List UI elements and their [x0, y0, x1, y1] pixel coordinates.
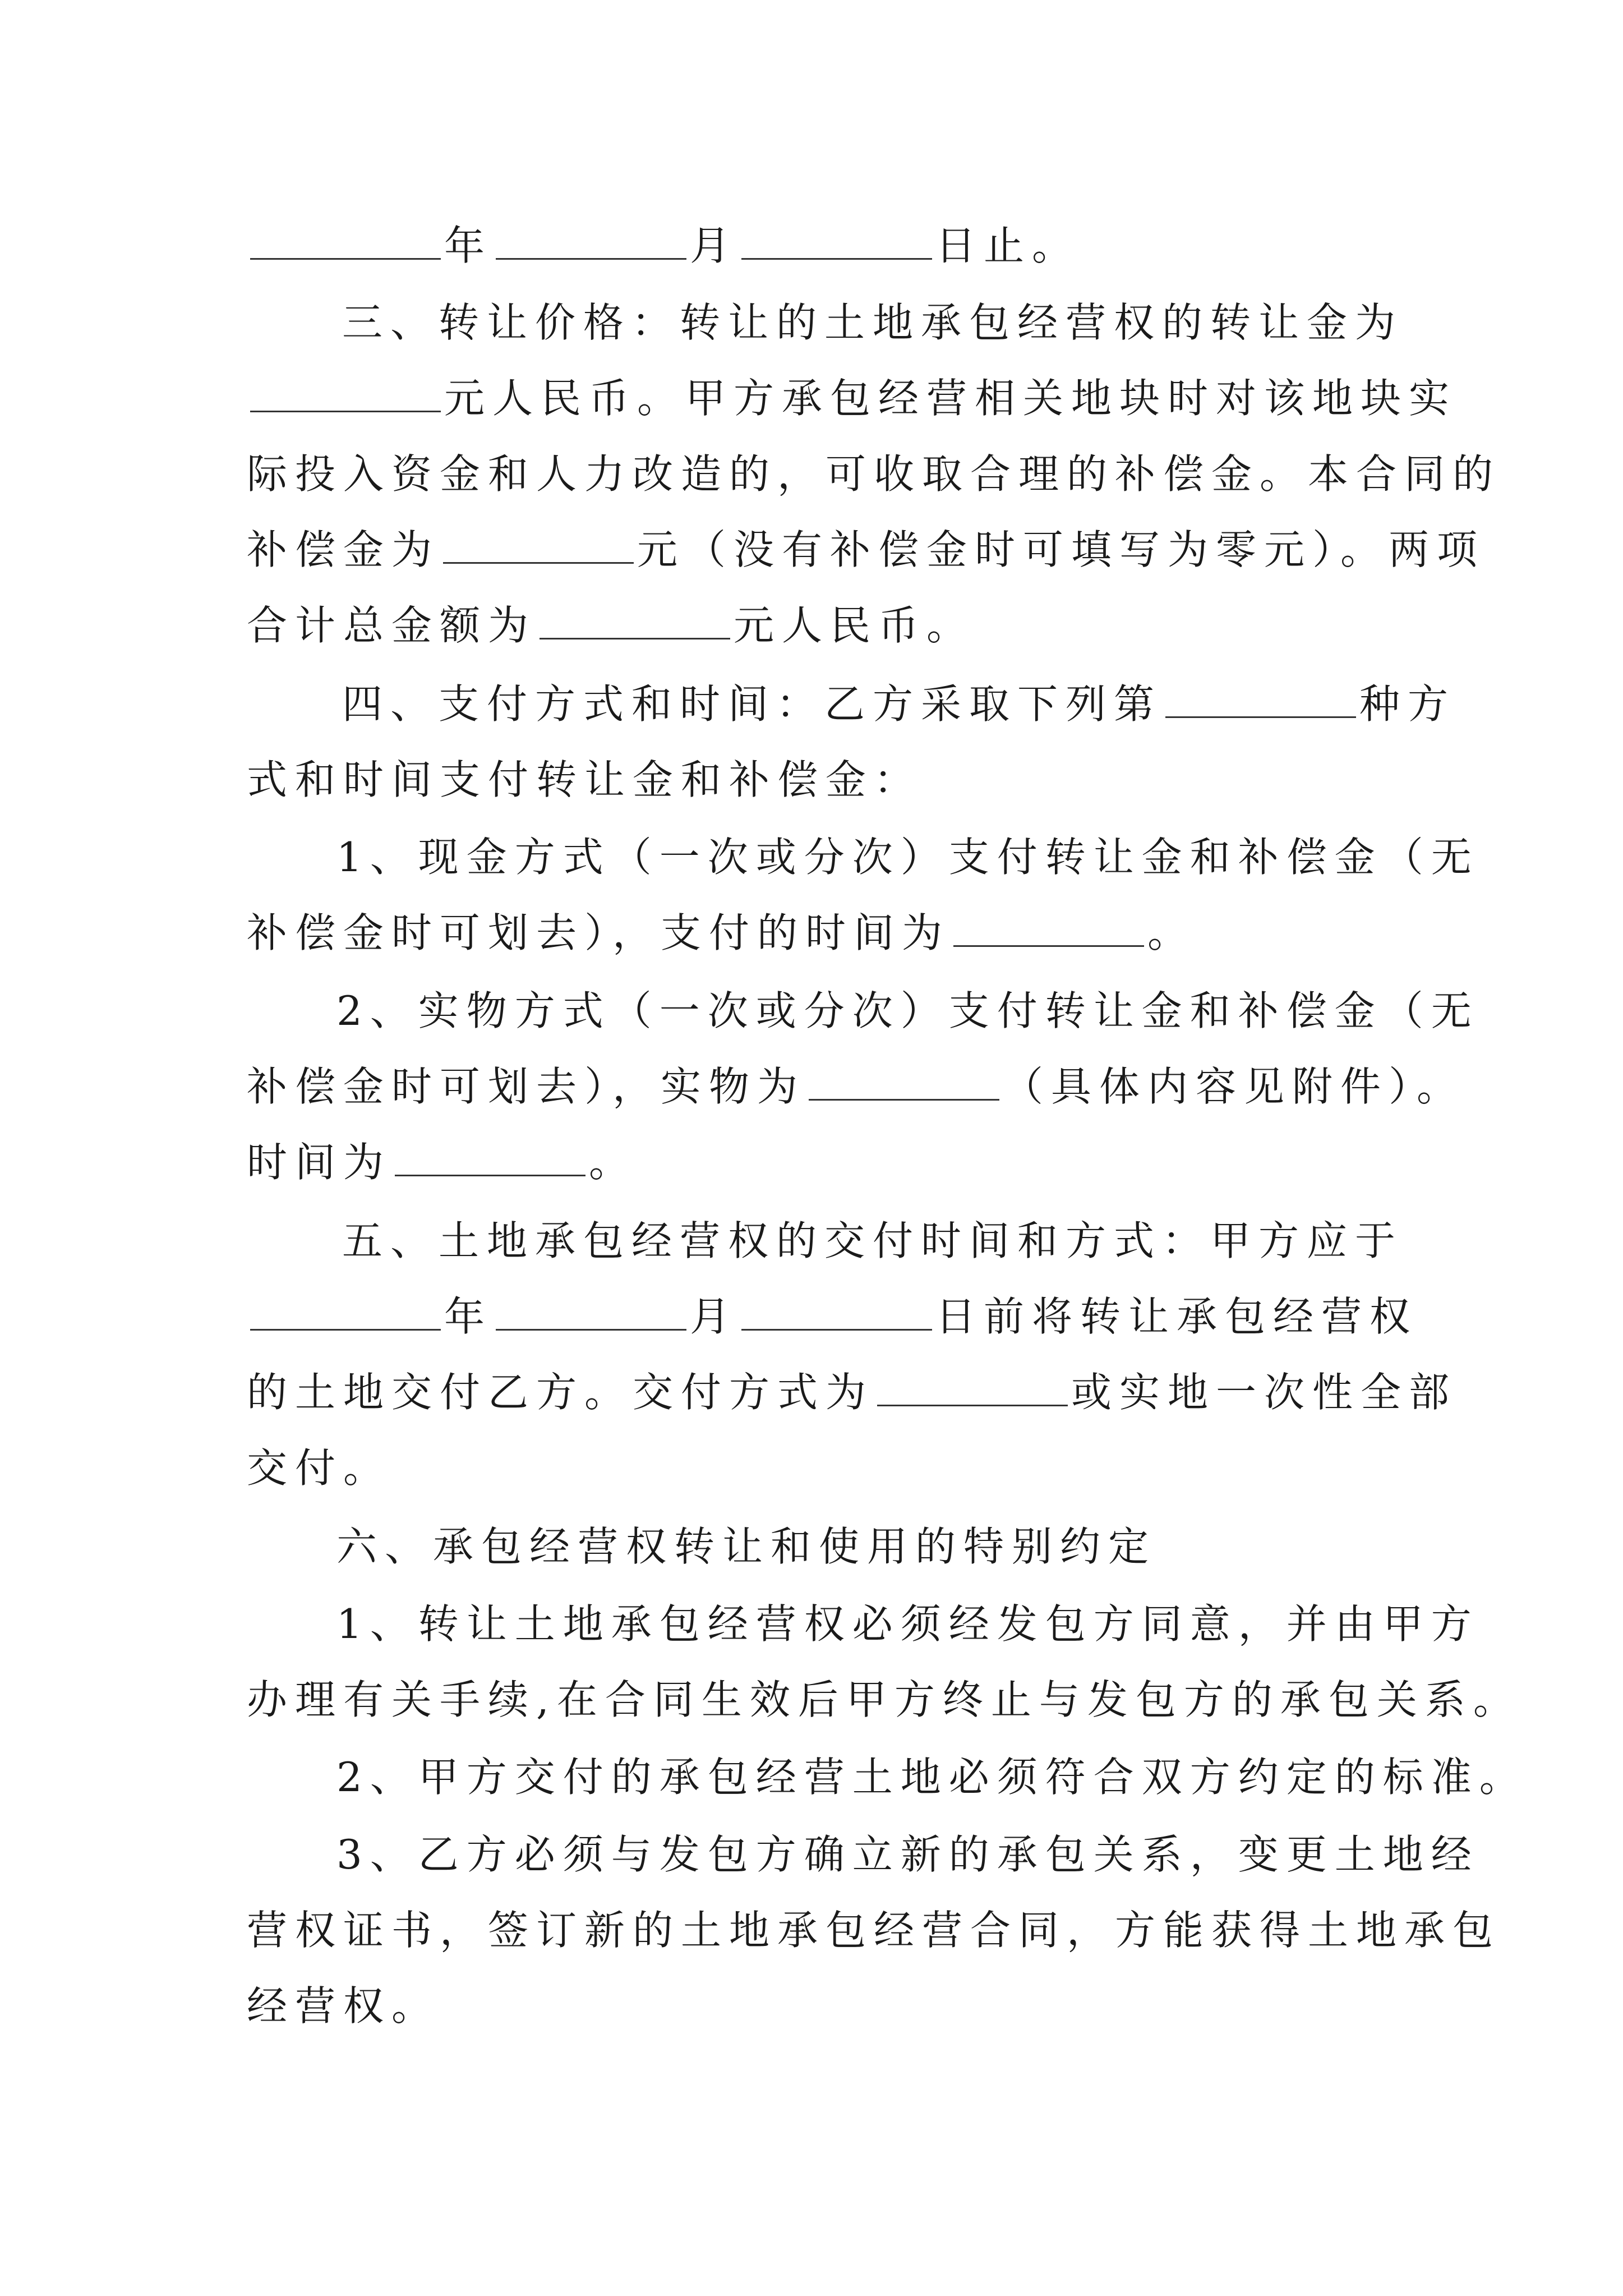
- sec3-line4: 补偿金为 元（没有补偿金时可填写为零元）。两项: [247, 522, 1485, 578]
- sec6-item1-line2: 办理有关手续,在合同生效后甲方终止与发包方的承包关系。: [247, 1676, 1521, 1723]
- blank-delivery-day: [741, 1290, 932, 1331]
- sec5-line4: 交付。: [247, 1444, 392, 1492]
- text-year: 年: [444, 222, 493, 269]
- sec6-title: 六、承包经营权转让和使用的特别约定: [336, 1523, 1157, 1570]
- sec3-line3: 际投入资金和人力改造的，可收取合理的补偿金。本合同的: [247, 450, 1501, 498]
- blank-goods-time: [395, 1135, 585, 1176]
- date-end-line: [247, 218, 1080, 274]
- sec5-line2: 年 月 日前将转让承包经营权: [247, 1289, 1418, 1345]
- sec4-item1-line1: 1、现金方式（一次或分次）支付转让金和补偿金（无: [336, 834, 1479, 881]
- blank-delivery-month: [496, 1290, 686, 1331]
- blank-delivery-year: [250, 1290, 441, 1331]
- blank-month: [496, 219, 686, 260]
- sec6-item3-line1: 3、乙方必须与发包方确立新的承包关系，变更土地经: [336, 1831, 1479, 1878]
- sec3-line2: 元人民币。甲方承包经营相关地块时对该地块实: [247, 370, 1457, 426]
- sec3-line1: 三、转让价格：转让的土地承包经营权的转让金为: [342, 299, 1404, 346]
- sec4-item2-line3: 时间为 。: [247, 1134, 637, 1190]
- sec3-line5: 合计总金额为 元人民币。: [247, 597, 975, 654]
- sec6-item1-line1: 1、转让土地承包经营权必须经发包方同意，并由甲方: [336, 1600, 1479, 1648]
- blank-delivery-method: [877, 1365, 1068, 1406]
- text-day-end: 日止。: [935, 222, 1081, 269]
- sec4-item1-line2: 补偿金时可划去），支付的时间为 。: [247, 905, 1196, 961]
- sec4-line1: 四、支付方式和时间：乙方采取下列第 种方: [342, 676, 1456, 732]
- blank-year: [250, 219, 441, 260]
- blank-payment-method: [1165, 677, 1356, 718]
- sec5-line1: 五、土地承包经营权的交付时间和方式：甲方应于: [342, 1217, 1404, 1264]
- sec4-line2: 式和时间支付转让金和补偿金：: [247, 756, 923, 803]
- blank-transfer-price: [250, 371, 441, 412]
- blank-cash-time: [953, 906, 1144, 947]
- sec5-line3: 的土地交付乙方。交付方式为 或实地一次性全部: [247, 1364, 1457, 1420]
- blank-total: [540, 599, 730, 639]
- sec4-item2-line1: 2、实物方式（一次或分次）支付转让金和补偿金（无: [336, 987, 1479, 1034]
- blank-goods: [809, 1060, 999, 1101]
- sec6-item3-line3: 经营权。: [247, 1982, 440, 2030]
- blank-compensation: [443, 523, 634, 564]
- text-month: 月: [690, 222, 739, 269]
- sec4-item2-line2: 补偿金时可划去），实物为 （具体内容见附件）。: [247, 1059, 1465, 1115]
- sec6-item3-line2: 营权证书，签订新的土地承包经营合同，方能获得土地承包: [247, 1907, 1501, 1954]
- blank-day: [741, 219, 932, 260]
- sec6-item2: 2、甲方交付的承包经营土地必须符合双方约定的标准。: [336, 1754, 1528, 1801]
